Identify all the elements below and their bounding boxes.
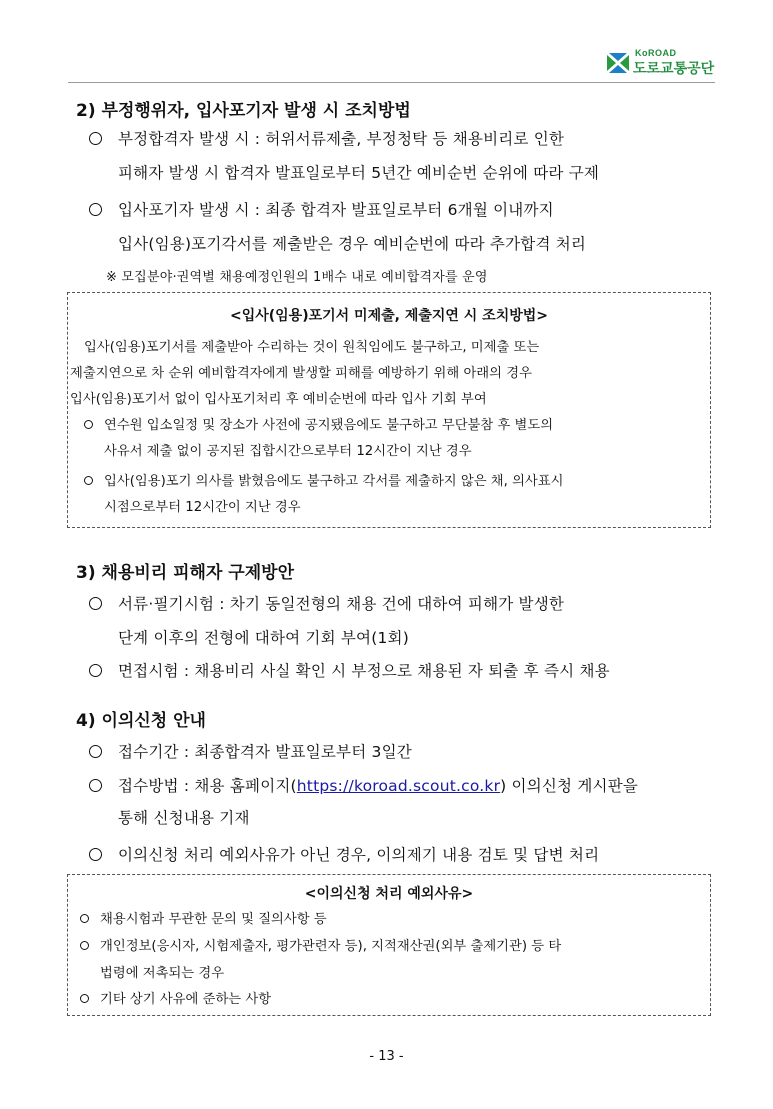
small-circle-icon — [84, 476, 93, 485]
s2-b1-line2: 피해자 발생 시 합격자 발표일로부터 5년간 예비순번 순위에 따라 구제 — [118, 164, 600, 182]
small-circle-icon — [84, 420, 93, 429]
bullet-circle-icon — [89, 848, 102, 861]
s4-b2-line2: 통해 신청내용 기재 — [118, 809, 250, 827]
box2-item2-line2: 법령에 저촉되는 경우 — [100, 966, 225, 981]
box1-item2-line2: 시점으로부터 12시간이 지난 경우 — [104, 500, 301, 515]
box1-para-line3: 입사(임용)포기서 없이 입사포기처리 후 예비순번에 따라 입사 기회 부여 — [70, 392, 487, 407]
box2-item2-line1: 개인정보(응시자, 시험제출자, 평가관련자 등), 지적재산권(외부 출제기관) 등 타 — [100, 939, 562, 954]
small-circle-icon — [80, 914, 89, 923]
section-2-heading: 2) 부정행위자, 입사포기자 발생 시 조치방법 — [76, 101, 411, 121]
s2-b1-line1: 부정합격자 발생 시 : 허위서류제출, 부정청탁 등 채용비리로 인한 — [118, 130, 565, 148]
s4-b2-prefix: 접수방법 : 채용 홈페이지( — [118, 777, 297, 795]
box1-para-line2: 제출지연으로 차 순위 예비합격자에게 발생할 피해를 예방하기 위해 아래의 경우 — [70, 366, 532, 381]
section-4-heading: 4) 이의신청 안내 — [76, 711, 206, 731]
box2-item3: 기타 상기 사유에 준하는 사항 — [100, 992, 272, 1007]
box2-item1: 채용시험과 무관한 문의 및 질의사항 등 — [100, 912, 327, 927]
bullet-circle-icon — [89, 203, 102, 216]
small-circle-icon — [80, 994, 89, 1003]
box1-item1-line2: 사유서 제출 없이 공지된 집합시간으로부터 12시간이 지난 경우 — [104, 444, 472, 459]
page-number: - 13 - — [369, 1049, 404, 1064]
logo-korean: 도로교통공단 — [633, 61, 715, 77]
s4-b2-suffix: ) 이의신청 게시판을 — [500, 777, 639, 795]
section-3-heading: 3) 채용비리 피해자 구제방안 — [76, 563, 294, 583]
box1-title: <입사(임용)포기서 미제출, 제출지연 시 조치방법> — [229, 308, 549, 324]
logo-english: KoROAD — [635, 48, 677, 58]
withdrawal-measures-box — [67, 292, 711, 528]
s4-b1: 접수기간 : 최종합격자 발표일로부터 3일간 — [118, 743, 412, 761]
s4-b3: 이의신청 처리 예외사유가 아닌 경우, 이의제기 내용 검토 및 답변 처리 — [118, 846, 600, 864]
koroad-logo — [605, 46, 715, 80]
box2-title: <이의신청 처리 예외사유> — [304, 886, 474, 902]
logo-mark-icon — [605, 52, 631, 74]
recruit-homepage-link[interactable]: https://koroad.scout.co.kr — [296, 777, 501, 795]
bullet-circle-icon — [89, 745, 102, 758]
bullet-circle-icon — [89, 597, 102, 610]
s3-b1-line2: 단계 이후의 전형에 대하여 기회 부여(1회) — [118, 629, 409, 647]
s3-b1-line1: 서류·필기시험 : 차기 동일전형의 채용 건에 대하여 피해가 발생한 — [118, 595, 565, 613]
box1-para-line1: 입사(임용)포기서를 제출받아 수리하는 것이 원칙임에도 불구하고, 미제출 또는 — [84, 340, 540, 355]
bullet-circle-icon — [89, 132, 102, 145]
box1-item1-line1: 연수원 입소일정 및 장소가 사전에 공지됐음에도 불구하고 무단불참 후 별도의 — [104, 418, 554, 433]
small-circle-icon — [80, 941, 89, 950]
s3-b2: 면접시험 : 채용비리 사실 확인 시 부정으로 채용된 자 퇴출 후 즉시 채용 — [118, 662, 610, 680]
s4-b2-line1 — [118, 774, 638, 796]
objection-exceptions-box — [67, 874, 711, 1016]
header-divider — [68, 82, 715, 83]
bullet-circle-icon — [89, 779, 102, 792]
box1-item2-line1: 입사(임용)포기 의사를 밝혔음에도 불구하고 각서를 제출하지 않은 채, 의사표시 — [104, 474, 564, 489]
s2-b2-line1: 입사포기자 발생 시 : 최종 합격자 발표일로부터 6개월 이내까지 — [118, 201, 554, 219]
bullet-circle-icon — [89, 664, 102, 677]
s2-b2-line2: 입사(임용)포기각서를 제출받은 경우 예비순번에 따라 추가합격 처리 — [118, 235, 587, 253]
s2-note: ※ 모집분야·권역별 채용예정인원의 1배수 내로 예비합격자를 운영 — [106, 270, 488, 285]
